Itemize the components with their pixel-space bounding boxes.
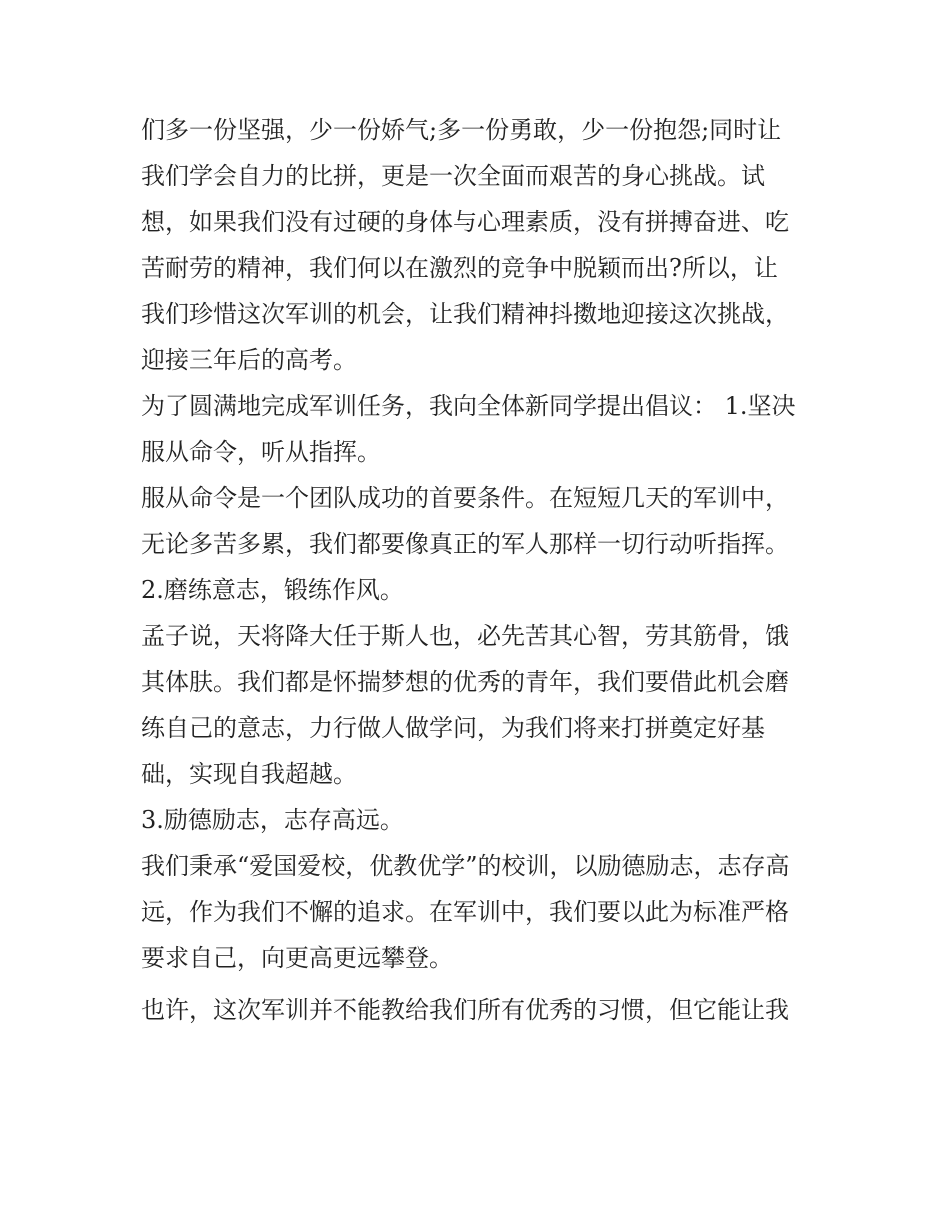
- text-line: 迎接三年后的高考。: [141, 346, 357, 374]
- text-line: 苦耐劳的精神，我们何以在激烈的竞争中脱颖而出?所以，让: [141, 254, 778, 282]
- text-line: 要求自己，向更高更远攀登。: [141, 944, 453, 972]
- text-line: 其体肤。我们都是怀揣梦想的优秀的青年，我们要借此机会磨: [141, 668, 789, 696]
- text-line: 为了圆满地完成军训任务，我向全体新同学提出倡议： 1.坚决: [141, 392, 796, 420]
- text-line: 练自己的意志，力行做人做学问，为我们将来打拼奠定好基: [141, 714, 765, 742]
- text-line: 无论多苦多累，我们都要像真正的军人那样一切行动听指挥。: [141, 530, 789, 558]
- text-line: 们多一份坚强，少一份娇气;多一份勇敢，少一份抱怨;同时让: [141, 116, 782, 144]
- text-line: 我们学会自力的比拼，更是一次全面而艰苦的身心挑战。试: [141, 162, 765, 190]
- text-line: 远，作为我们不懈的追求。在军训中，我们要以此为标准严格: [141, 898, 789, 926]
- text-line: 础，实现自我超越。: [141, 760, 357, 788]
- text-line: 我们珍惜这次军训的机会，让我们精神抖擞地迎接这次挑战，: [141, 300, 789, 328]
- text-line: 我们秉承“爱国爱校，优教优学”的校训，以励德励志，志存高: [141, 852, 790, 880]
- text-line: 想，如果我们没有过硬的身体与心理素质，没有拼搏奋进、吃: [141, 208, 789, 236]
- text-line: 服从命令是一个团队成功的首要条件。在短短几天的军训中，: [141, 484, 789, 512]
- text-line: 也许，这次军训并不能教给我们所有优秀的习惯，但它能让我: [141, 996, 789, 1024]
- text-line: 2.磨练意志，锻练作风。: [141, 576, 404, 604]
- text-line: 3.励德励志，志存高远。: [141, 806, 404, 834]
- text-line: 孟子说，天将降大任于斯人也，必先苦其心智，劳其筋骨，饿: [141, 622, 789, 650]
- text-line: 服从命令，听从指挥。: [141, 438, 381, 466]
- body-text: [141, 107, 813, 1033]
